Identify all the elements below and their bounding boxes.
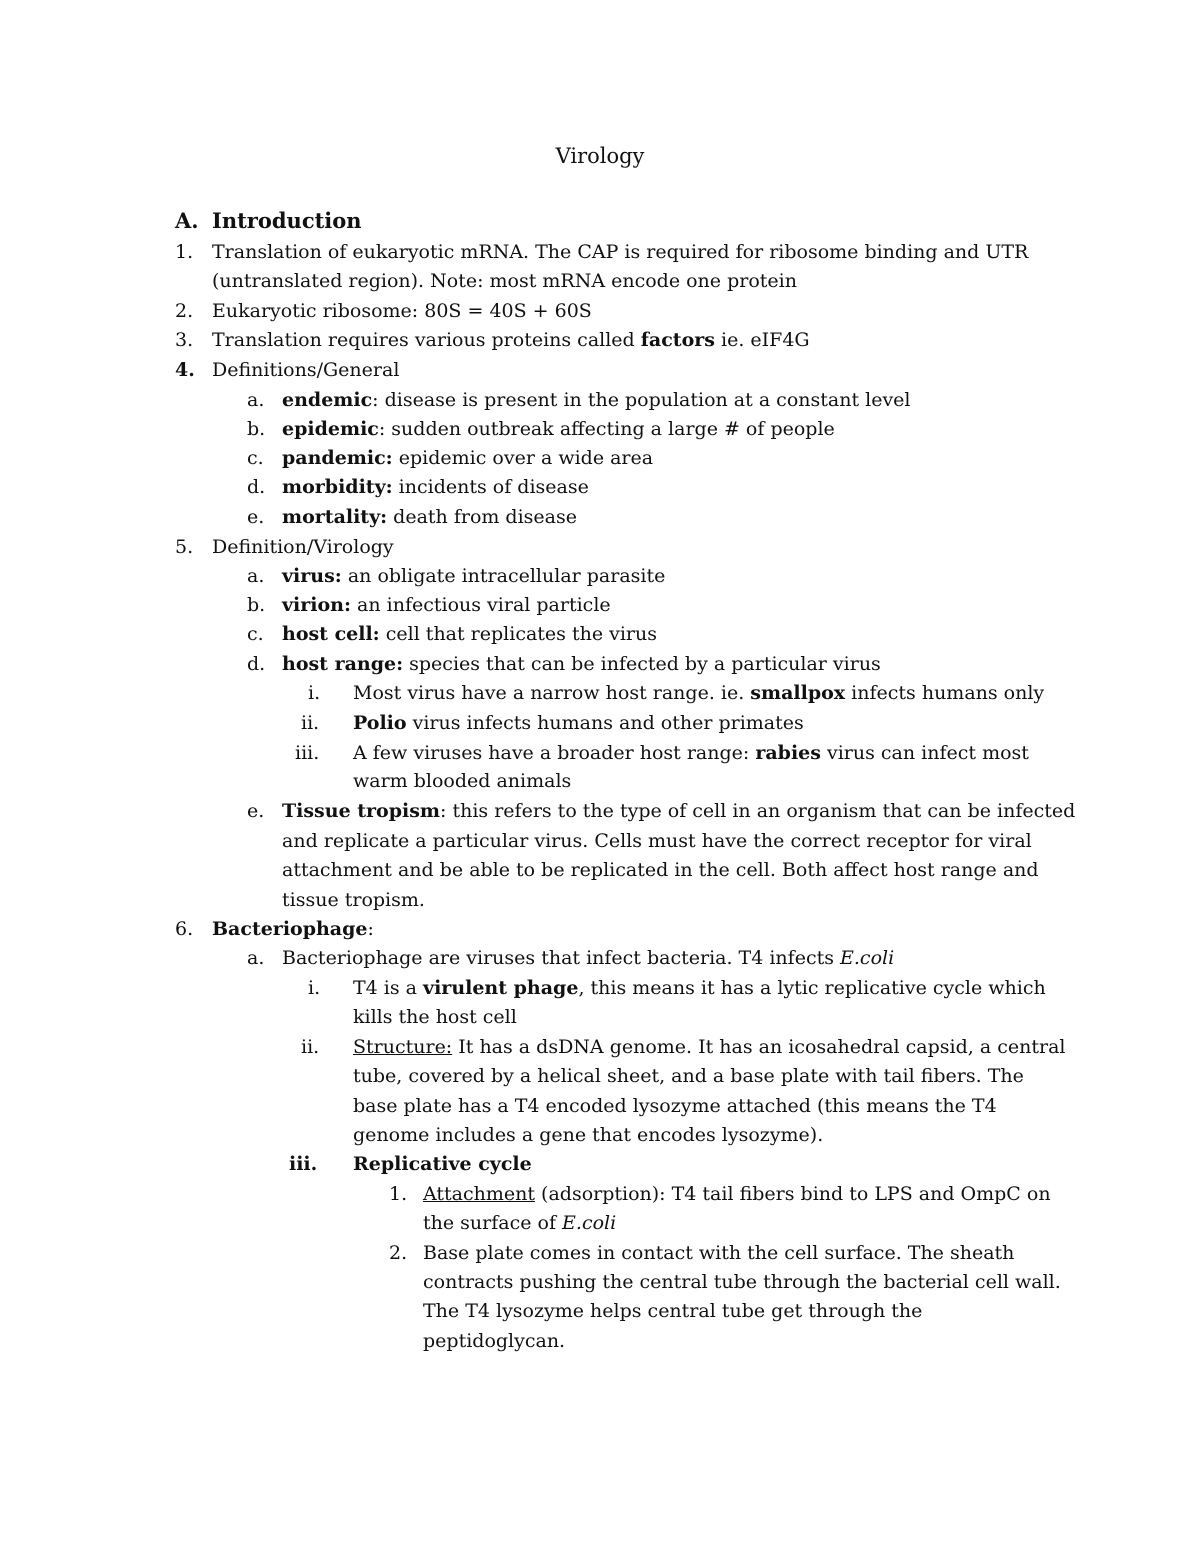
list-item-text: warm blooded animals <box>353 770 572 792</box>
list-item-text: Bacteriophage are viruses that infect bacteria. T4 infects E.coli <box>282 947 895 969</box>
roman-marker: i. <box>308 682 321 704</box>
list-item-text: contracts pushing the central tube through the bacterial cell wall. <box>423 1271 1061 1293</box>
list-marker: 2. <box>175 300 194 322</box>
roman-marker: ii. <box>301 712 320 734</box>
definition-item: virus: an obligate intracellular parasite <box>282 565 666 587</box>
list-item-text: genome includes a gene that encodes lysozyme). <box>353 1124 824 1146</box>
list-item-text: Translation of eukaryotic mRNA. The CAP is required for ribosome binding and UTR <box>212 241 1029 263</box>
list-item-text: peptidoglycan. <box>423 1330 566 1352</box>
sub-marker: a. <box>247 947 265 969</box>
list-item-text: base plate has a T4 encoded lysozyme attached (this means the T4 <box>353 1095 997 1117</box>
list-item-text: A few viruses have a broader host range: rabies virus can infect most <box>353 742 1029 764</box>
list-marker: 6. <box>175 918 194 940</box>
list-item-text: the surface of E.coli <box>423 1212 617 1234</box>
list-item-text: Most virus have a narrow host range. ie. smallpox infects humans only <box>353 682 1045 704</box>
sub-marker: b. <box>247 594 266 616</box>
list-marker: 1. <box>175 241 194 263</box>
list-marker: 3. <box>175 329 194 351</box>
step-marker: 2. <box>389 1242 408 1264</box>
list-marker: 5. <box>175 536 194 558</box>
sub-marker: b. <box>247 418 266 440</box>
sub-marker: e. <box>247 800 265 822</box>
section-heading: Introduction <box>212 208 362 233</box>
list-item-text: T4 is a virulent phage, this means it has a lytic replicative cycle which <box>353 977 1046 999</box>
roman-marker: iii. <box>295 742 320 764</box>
list-item-text: Translation requires various proteins called factors ie. eIF4G <box>212 329 810 351</box>
section-marker: A. <box>175 208 199 233</box>
definition-item: host cell: cell that replicates the virus <box>282 623 657 645</box>
list-item-text: The T4 lysozyme helps central tube get through the <box>423 1300 923 1322</box>
list-item-text: Base plate comes in contact with the cell surface. The sheath <box>423 1242 1015 1264</box>
sub-marker: a. <box>247 389 265 411</box>
definition-item: mortality: death from disease <box>282 506 577 528</box>
sub-marker: e. <box>247 506 265 528</box>
list-item-text: attachment and be able to be replicated in the cell. Both affect host range and <box>282 859 1039 881</box>
list-item-text: and replicate a particular virus. Cells must have the correct receptor for viral <box>282 830 1032 852</box>
definition-item: host range: species that can be infected by a particular virus <box>282 653 881 675</box>
roman-marker: iii. <box>289 1153 318 1175</box>
list-item-text: tissue tropism. <box>282 889 425 911</box>
roman-marker: ii. <box>301 1036 320 1058</box>
sub-marker: c. <box>247 447 264 469</box>
definition-item: Tissue tropism: this refers to the type of cell in an organism that can be infected <box>282 800 1076 822</box>
list-item-text: Definition/Virology <box>212 536 394 558</box>
list-item-text: tube, covered by a helical sheet, and a base plate with tail fibers. The <box>353 1065 1024 1087</box>
subsection-heading: Replicative cycle <box>353 1153 532 1175</box>
list-item-text: Eukaryotic ribosome: 80S = 40S + 60S <box>212 300 592 322</box>
sub-marker: c. <box>247 623 264 645</box>
list-item-text: Structure: It has a dsDNA genome. It has an icosahedral capsid, a central <box>353 1036 1066 1058</box>
list-item-text: Polio virus infects humans and other primates <box>353 712 804 734</box>
sub-marker: d. <box>247 653 266 675</box>
step-marker: 1. <box>389 1183 408 1205</box>
list-item-text: kills the host cell <box>353 1006 517 1028</box>
definition-item: pandemic: epidemic over a wide area <box>282 447 654 469</box>
roman-marker: i. <box>308 977 321 999</box>
sub-marker: a. <box>247 565 265 587</box>
list-item-text: Definitions/General <box>212 359 400 381</box>
list-item-text: Attachment (adsorption): T4 tail fibers bind to LPS and OmpC on <box>423 1183 1051 1205</box>
sub-marker: d. <box>247 476 266 498</box>
bold-term: factors <box>640 329 715 351</box>
definition-item: morbidity: incidents of disease <box>282 476 589 498</box>
list-item-text: Bacteriophage: <box>212 918 374 940</box>
list-marker: 4. <box>175 359 195 381</box>
definition-item: epidemic: sudden outbreak affecting a large # of people <box>282 418 835 440</box>
page-title: Virology <box>555 144 645 168</box>
list-item-text: (untranslated region). Note: most mRNA encode one protein <box>212 270 797 292</box>
definition-item: virion: an infectious viral particle <box>282 594 611 616</box>
definition-item: endemic: disease is present in the population at a constant level <box>282 389 911 411</box>
